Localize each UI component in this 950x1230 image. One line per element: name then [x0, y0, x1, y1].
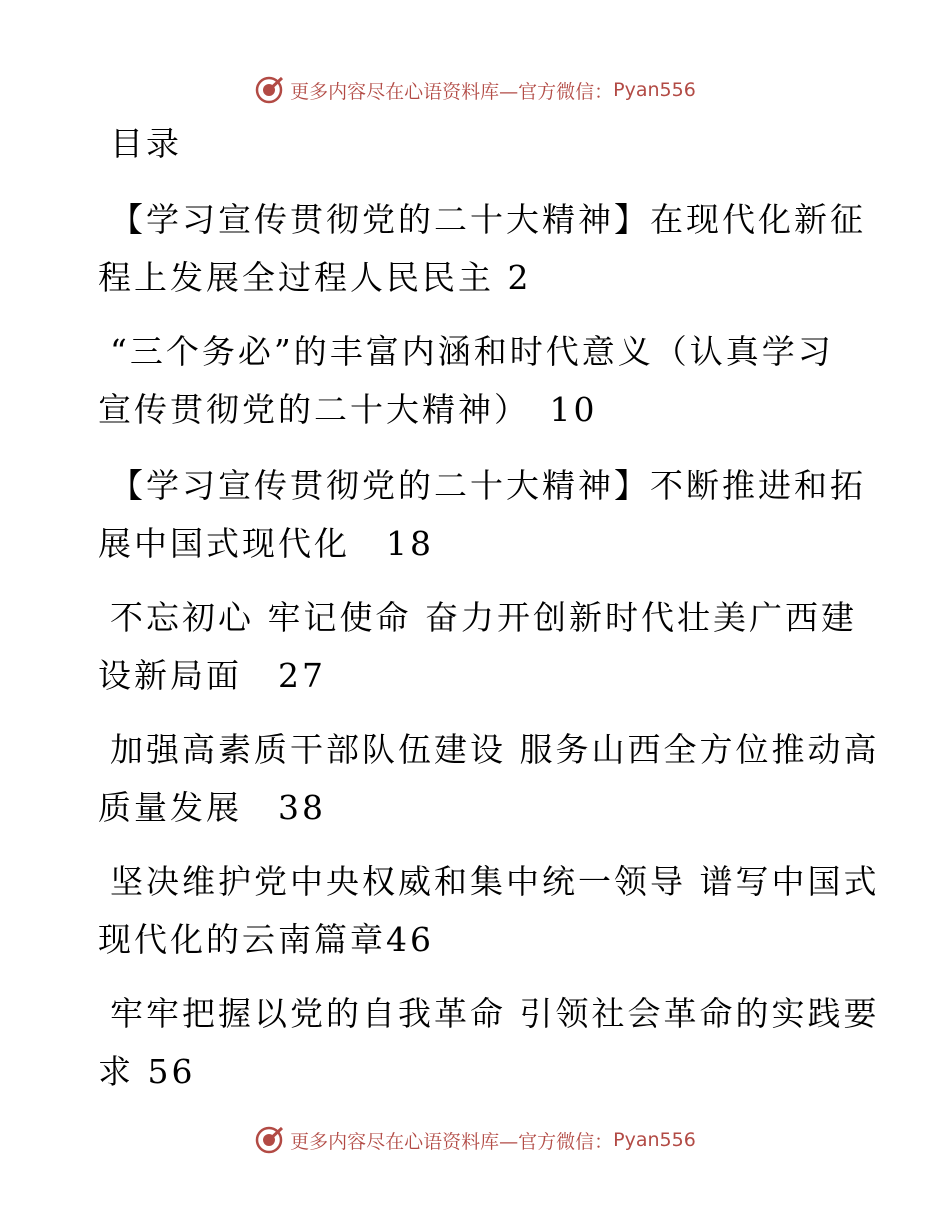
toc-entry-6-line-1: 坚决维护党中央权威和集中统一领导 谱写中国式 — [110, 862, 880, 901]
toc-entry-1-line-1: 【学习宣传贯彻党的二十大精神】在现代化新征 — [110, 200, 866, 239]
toc-entry-5-line-2: 质量发展 38 — [98, 788, 326, 827]
pen-logo-icon — [254, 1125, 284, 1155]
toc-entry-3-line-1: 【学习宣传贯彻党的二十大精神】不断推进和拓 — [110, 466, 866, 505]
toc-entry-5-line-1: 加强高素质干部队伍建设 服务山西全方位推动高 — [110, 730, 880, 769]
toc-entry-4-line-2: 设新局面 27 — [98, 656, 326, 695]
toc-entry-3-line-2: 展中国式现代化 18 — [98, 524, 434, 563]
toc-title: 目录 — [110, 124, 182, 163]
footer-watermark-text: 更多内容尽在心语资料库—官方微信： — [290, 1130, 614, 1153]
toc-entry-7-line-2: 求 56 — [98, 1052, 196, 1091]
footer-watermark — [0, 1120, 950, 1160]
header-watermark — [0, 70, 950, 110]
header-watermark-handle: Pyan556 — [613, 79, 696, 101]
toc-entry-2-line-1: “三个务必”的丰富内涵和时代意义（认真学习 — [110, 332, 834, 371]
toc-entry-7-line-1: 牢牢把握以党的自我革命 引领社会革命的实践要 — [110, 994, 880, 1033]
header-watermark-text: 更多内容尽在心语资料库—官方微信： — [290, 80, 614, 103]
footer-watermark-handle: Pyan556 — [613, 1129, 696, 1151]
toc-entry-6-line-2: 现代化的云南篇章46 — [98, 920, 434, 959]
pen-logo-icon — [254, 75, 284, 105]
toc-entry-1-line-2: 程上发展全过程人民民主 2 — [98, 258, 532, 297]
toc-entry-2-line-2: 宣传贯彻党的二十大精神） 10 — [98, 390, 598, 429]
toc-entry-4-line-1: 不忘初心 牢记使命 奋力开创新时代壮美广西建 — [110, 598, 857, 637]
